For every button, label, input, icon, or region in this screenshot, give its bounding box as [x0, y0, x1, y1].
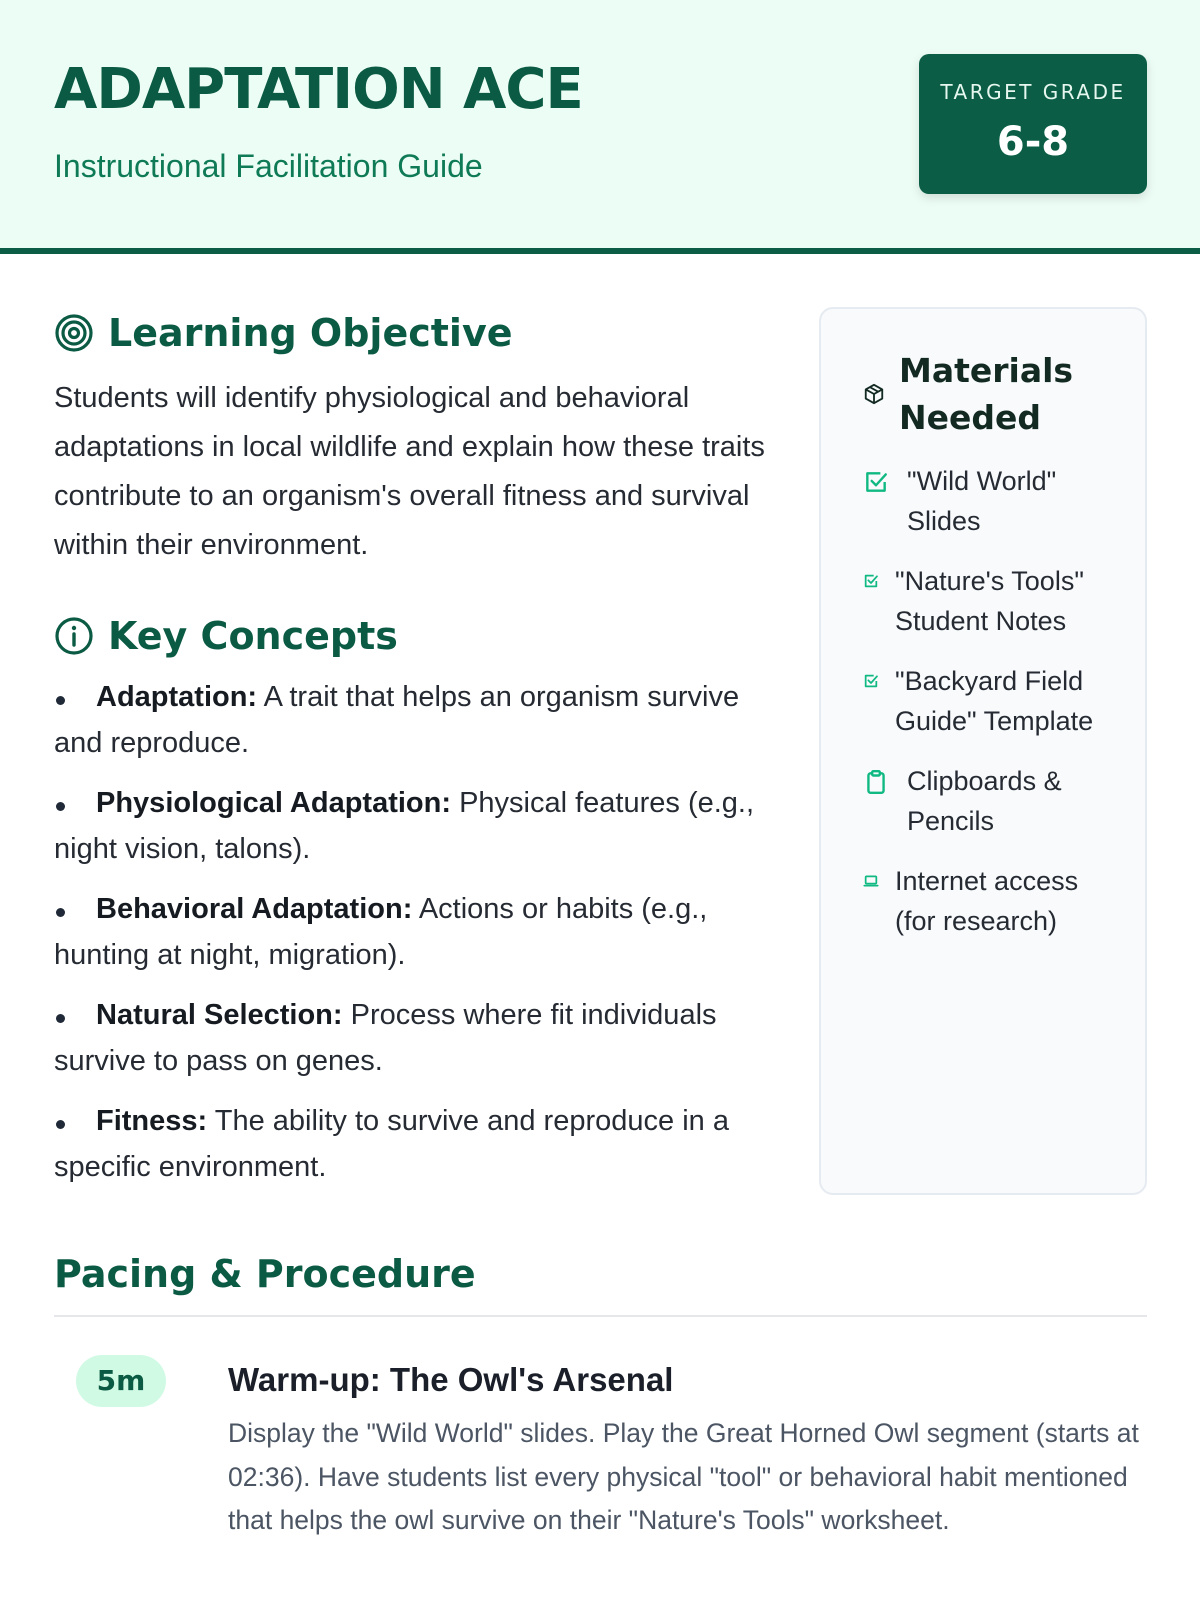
concept-definition: Process where fit individuals survive to pass on genes. [54, 999, 717, 1077]
concept-term: Behavioral Adaptation: [96, 893, 413, 925]
time-badge: 5m [76, 1355, 166, 1407]
list-item [54, 1098, 774, 1190]
key-concepts-title: Key Concepts [108, 614, 398, 658]
concept-definition: Actions or habits (e.g., hunting at night, migration). [54, 893, 708, 971]
materials-heading [863, 347, 1133, 441]
material-label: "Nature's Tools" Student Notes [895, 566, 1084, 636]
page-title: ADAPTATION ACE [54, 57, 583, 122]
key-concepts-heading [54, 612, 398, 660]
concept-definition: The ability to survive and reproduce in a specific environment. [54, 1105, 729, 1183]
materials-title: Materials Needed [899, 351, 1074, 437]
list-item [863, 461, 1123, 541]
pacing-heading: Pacing & Procedure [54, 1252, 476, 1296]
check-square-icon [863, 573, 879, 589]
check-square-icon [863, 673, 879, 689]
list-item [863, 661, 1123, 741]
check-square-icon [863, 469, 889, 495]
target-icon [54, 313, 94, 353]
concept-term: Fitness: [96, 1105, 208, 1137]
target-grade-value: 6-8 [996, 119, 1070, 165]
list-item [54, 780, 774, 872]
page-subtitle: Instructional Facilitation Guide [54, 148, 483, 184]
concept-term: Physiological Adaptation: [96, 787, 452, 819]
key-concepts-list [54, 674, 774, 1204]
learning-objective-heading [54, 309, 513, 357]
concept-definition: Physical features (e.g., night vision, talons). [54, 787, 755, 865]
step-title: Warm-up: The Owl's Arsenal [228, 1361, 674, 1398]
info-icon [54, 616, 94, 656]
materials-card [819, 307, 1147, 1195]
materials-list [863, 461, 1123, 961]
list-item [863, 761, 1123, 841]
learning-objective-text: Students will identify physiological and behavioral adaptations in local wildlife and explain how these traits contribute to an organism's overall fitness and survival within their environment. [54, 382, 765, 561]
concept-definition: A trait that helps an organism survive and reproduce. [54, 681, 740, 759]
package-icon [863, 383, 885, 405]
material-label: Clipboards & Pencils [907, 766, 1062, 836]
learning-objective-title: Learning Objective [108, 311, 513, 355]
list-item [54, 674, 774, 766]
concept-term: Adaptation: [96, 681, 258, 713]
target-grade-badge [919, 54, 1147, 194]
material-label: "Wild World" Slides [907, 466, 1057, 536]
header-banner [0, 0, 1200, 254]
material-label: Internet access (for research) [895, 866, 1079, 936]
concept-term: Natural Selection: [96, 999, 343, 1031]
step-description: Display the "Wild World" slides. Play the Great Horned Owl segment (starts at 02:36). Have students list every physical "tool" or behavioral habit mentioned that helps the owl survive on their "Nature's Tools" worksheet. [228, 1418, 1139, 1535]
section-divider [54, 1315, 1147, 1317]
target-grade-label: TARGET GRADE [940, 80, 1126, 104]
material-label: "Backyard Field Guide" Template [895, 666, 1094, 736]
list-item [863, 861, 1123, 941]
laptop-icon [863, 873, 879, 889]
clipboard-icon [863, 769, 889, 795]
list-item [54, 886, 774, 978]
list-item [54, 992, 774, 1084]
list-item [863, 561, 1123, 641]
